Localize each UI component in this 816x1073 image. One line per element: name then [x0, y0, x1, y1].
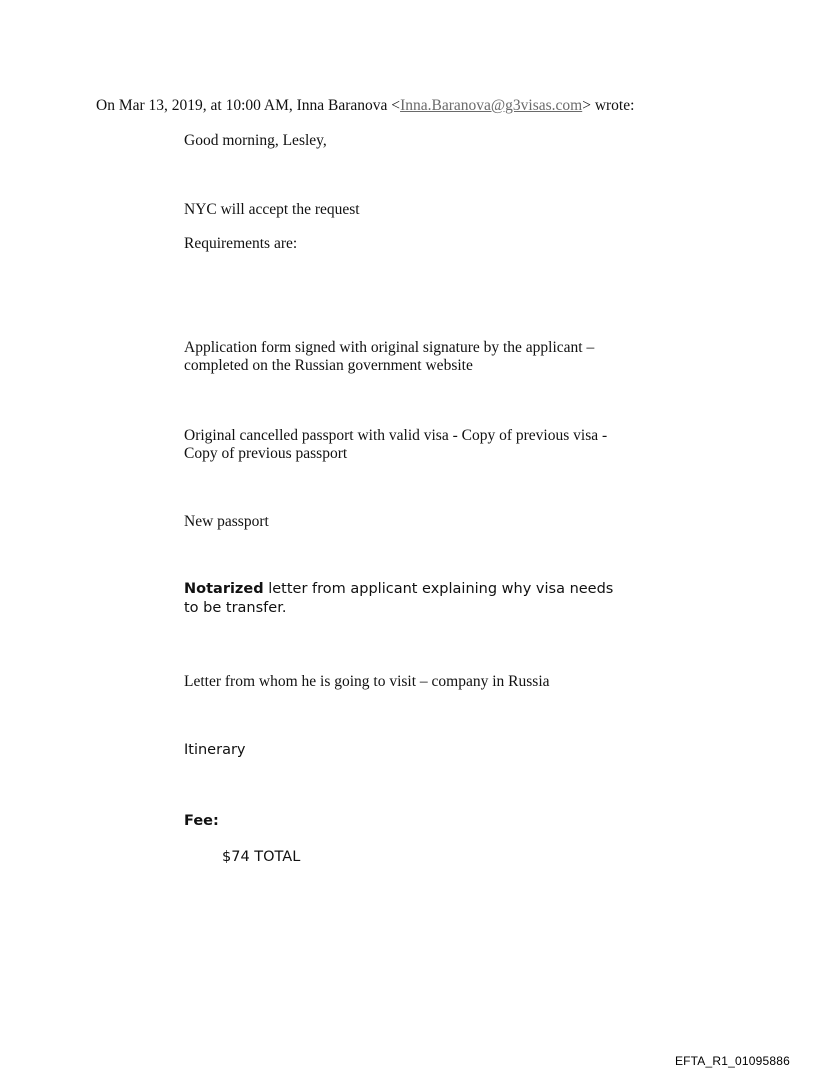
fee-label: Fee: [184, 813, 219, 829]
header-suffix: > wrote: [582, 97, 635, 114]
nyc-acceptance-line: NYC will accept the request [184, 201, 360, 218]
requirement-application-form: Application form signed with original signature by the applicant – completed on the Russian government website [184, 339, 595, 374]
requirement-new-passport: New passport [184, 513, 269, 530]
requirement-notarized-letter [184, 580, 624, 618]
requirement-passport-items: Original cancelled passport with valid visa - Copy of previous visa - Copy of previous passport [184, 427, 608, 462]
greeting: Good morning, Lesley, [184, 132, 327, 149]
requirement-letter-company: Letter from whom he is going to visit – company in Russia [184, 673, 550, 690]
sender-email-link[interactable]: Inna.Baranova@g3visas.com [400, 97, 583, 114]
fee-total: $74 TOTAL [222, 849, 301, 865]
header-prefix: On Mar 13, 2019, at 10:00 AM, Inna Baranova < [96, 97, 401, 114]
document-id-stamp: EFTA_R1_01095886 [674, 1054, 790, 1068]
email-quote-header [96, 97, 634, 115]
notarized-letter-text: letter from applicant explaining why visa needs to be transfer. [184, 581, 614, 616]
requirement-itinerary: Itinerary [184, 742, 246, 758]
notarized-emphasis: Notarized [184, 581, 264, 597]
requirements-intro: Requirements are: [184, 235, 298, 252]
